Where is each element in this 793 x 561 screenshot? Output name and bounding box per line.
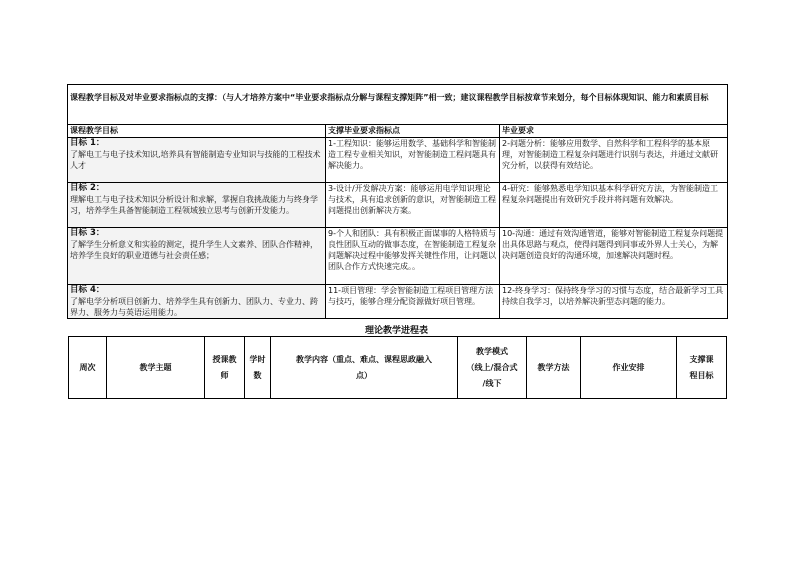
goal-cell (68, 183, 326, 228)
requirement-cell: 12-终身学习：保持终身学习的习惯与态度，结合最新学习工具持续自我学习，以培养解决新型态问题的能力。 (500, 285, 728, 319)
header-goal-support: 支撑课 程目标 (677, 337, 727, 399)
table-row (68, 285, 728, 319)
header-content: 教学内容（重点、难点、课程思政融入 点） (271, 337, 458, 399)
table-row (68, 138, 728, 183)
header-hours: 学时 数 (245, 337, 271, 399)
goal-title: 目标 1： (70, 138, 105, 148)
goal-text: 了解电工与电子技术知识,培养具有智能制造专业知识与技能的工程技术人才 (70, 150, 321, 170)
objectives-table (67, 84, 728, 319)
header-topic: 教学主题 (107, 337, 205, 399)
goal-cell (68, 285, 326, 319)
goal-title: 目标 3： (70, 228, 105, 238)
table-row (68, 183, 728, 228)
schedule-title: 理论教学进程表 (364, 326, 428, 336)
header-indicator: 支撑毕业要求指标点 (326, 125, 500, 138)
requirement-cell: 4-研究：能够熟悉电学知识基本科学研究方法，为智能制造工程复杂问题提出有效研究手段并将问题有效解决。 (500, 183, 728, 228)
requirement-cell: 2-问题分析：能够应用数学、自然科学和工程科学的基本原理，对智能制造工程复杂问题进行识别与表达，并通过文献研究分析，以获得有效结论。 (500, 138, 728, 183)
objectives-intro: 课程教学目标及对毕业要求指标点的支撑：（与人才培养方案中“毕业要求指标点分解与课程支撑矩阵”相一致；建议课程教学目标按章节来划分，每个目标体现知识、能力和素质目标 (68, 85, 728, 125)
goal-title: 目标 4： (70, 285, 105, 295)
goal-text: 理解电工与电子技术知识分析设计和求解，掌握自我挑战能力与终身学习，培养学生具备智能制造工程领域独立思考与创新开发能力。 (70, 195, 318, 215)
schedule-table (68, 336, 727, 399)
header-homework: 作业安排 (581, 337, 677, 399)
header-method: 教学方法 (527, 337, 581, 399)
goal-text: 了解学生分析意义和实验的测定，提升学生人文素养、团队合作精神，培养学生良好的职业道德与社会责任感； (70, 240, 318, 260)
indicator-cell: 3-设计/开发解决方案：能够运用电学知识理论与技术，具有追求创新的意识，对智能制造工程问题提出创新解决方案。 (326, 183, 500, 228)
indicator-cell: 9-个人和团队：具有积极正面谋事的人格特质与良性团队互动的做事态度，在智能制造工程复杂问题解决过程中能够发挥关键性作用，让问题以团队合作方式快速完成。。 (326, 228, 500, 285)
indicator-cell: 1-工程知识：能够运用数学、基础科学和智能制造工程专业相关知识，对智能制造工程问题具有解决能力。 (326, 138, 500, 183)
requirement-cell: 10-沟通：通过有效沟通管道，能够对智能制造工程复杂问题提出具体思路与观点，使得问题得到同事或外界人士关心，为解决问题创造良好的沟通环境，加速解决问题时程。 (500, 228, 728, 285)
header-requirement: 毕业要求 (500, 125, 728, 138)
goal-cell (68, 228, 326, 285)
goal-title: 目标 2： (70, 183, 105, 193)
header-goal: 课程教学目标 (68, 125, 326, 138)
goal-cell (68, 138, 326, 183)
table-row (68, 228, 728, 285)
header-teacher: 授课教 师 (205, 337, 245, 399)
header-week: 周次 (69, 337, 107, 399)
schedule-header-row (69, 337, 727, 399)
goal-text: 了解电学分析项目创新力、培养学生具有创新力、团队力、专业力、跨界力、服务力与英语运用能力。 (70, 297, 318, 317)
header-mode: 教学模式 （线上/混合式 /线下 (458, 337, 527, 399)
indicator-cell: 11-项目管理：学会智能制造工程项目管理方法与技巧，能够合理分配资源做好项目管理。 (326, 285, 500, 319)
